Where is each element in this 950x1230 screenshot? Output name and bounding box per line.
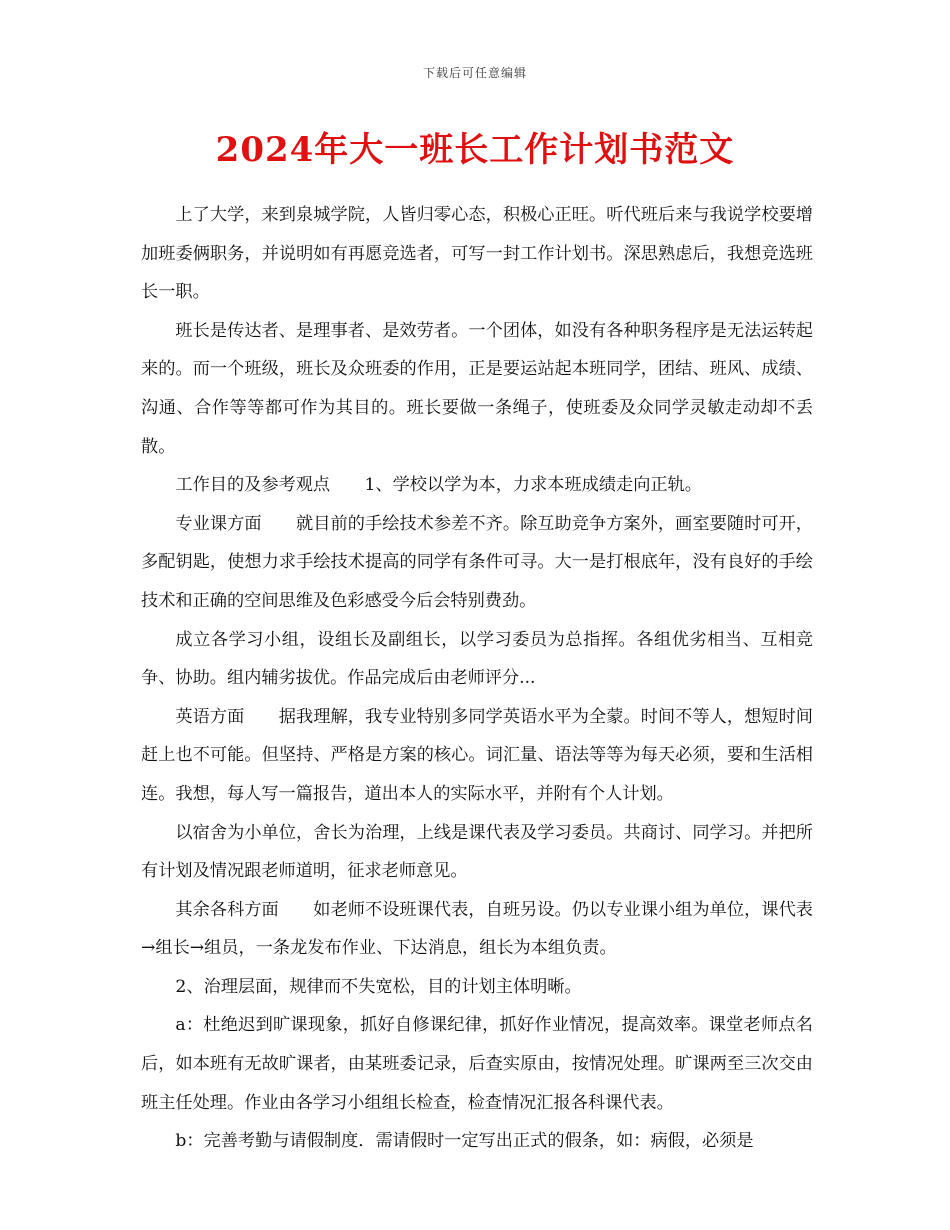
paragraph: 班长是传达者、是理事者、是效劳者。一个团体，如没有各种职务程序是无法运转起来的。而一个班级，班长及众班委的作用，正是要运站起本班同学，团结、班风、成绩、沟通、合作等等都可作为其目的。班长要做一条绳子，使班委及众同学灵敏走动却不丢散。 [141,320,813,457]
paragraph: a：杜绝迟到旷课现象，抓好自修课纪律，抓好作业情况，提高效率。课堂老师点名后，如本班有无故旷课者，由某班委记录，后查实原由，按情况处理。旷课两至三次交由班主任处理。作业由各学习小组组长检查，检查情况汇报各科课代表。 [141,1015,813,1113]
paragraph: 以宿舍为小单位，舍长为治理，上线是课代表及学习委员。共商讨、同学习。并把所有计划及情况跟老师道明，征求老师意见。 [141,822,813,882]
header-note: 下载后可任意编辑 [422,66,527,80]
document-title: 2024年大一班长工作计划书范文 [215,130,735,170]
paragraph: 上了大学，来到泉城学院，人皆归零心态，积极心正旺。听代班后来与我说学校要增加班委俩职务，并说明如有再愿竞选者，可写一封工作计划书。深思熟虑后，我想竞选班长一职。 [141,205,813,303]
paragraph: 工作目的及参考观点 1、学校以学为本，力求本班成绩走向正轨。 [175,475,702,496]
paragraph: 英语方面 据我理解，我专业特别多同学英语水平为全蒙。时间不等人，想短时间赶上也不可能。但坚持、严格是方案的核心。词汇量、语法等等为每天必须，要和生活相连。我想，每人写一篇报告，道出本人的实际水平，并附有个人计划。 [141,706,813,804]
paragraph: 成立各学习小组，设组长及副组长，以学习委员为总指挥。各组优劣相当、互相竞争、协助。组内辅劣拔优。作品完成后由老师评分... [141,629,813,689]
paragraph: 2、治理层面，规律而不失宽松，目的计划主体明晰。 [175,976,582,997]
document-body [141,196,813,1161]
paragraph: 专业课方面 就目前的手绘技术参差不齐。除互助竞争方案外，画室要随时可开，多配钥匙，使想力求手绘技术提高的同学有条件可寻。大一是打根底年，没有良好的手绘技术和正确的空间思维及色彩感受今后会特别费劲。 [141,513,813,611]
paragraph: b：完善考勤与请假制度．需请假时一定写出正式的假条，如：病假，必须是 [175,1131,754,1152]
paragraph: 其余各科方面 如老师不设班课代表，自班另设。仍以专业课小组为单位，课代表→组长→组员，一条龙发布作业、下达消息，组长为本组负责。 [141,899,813,959]
